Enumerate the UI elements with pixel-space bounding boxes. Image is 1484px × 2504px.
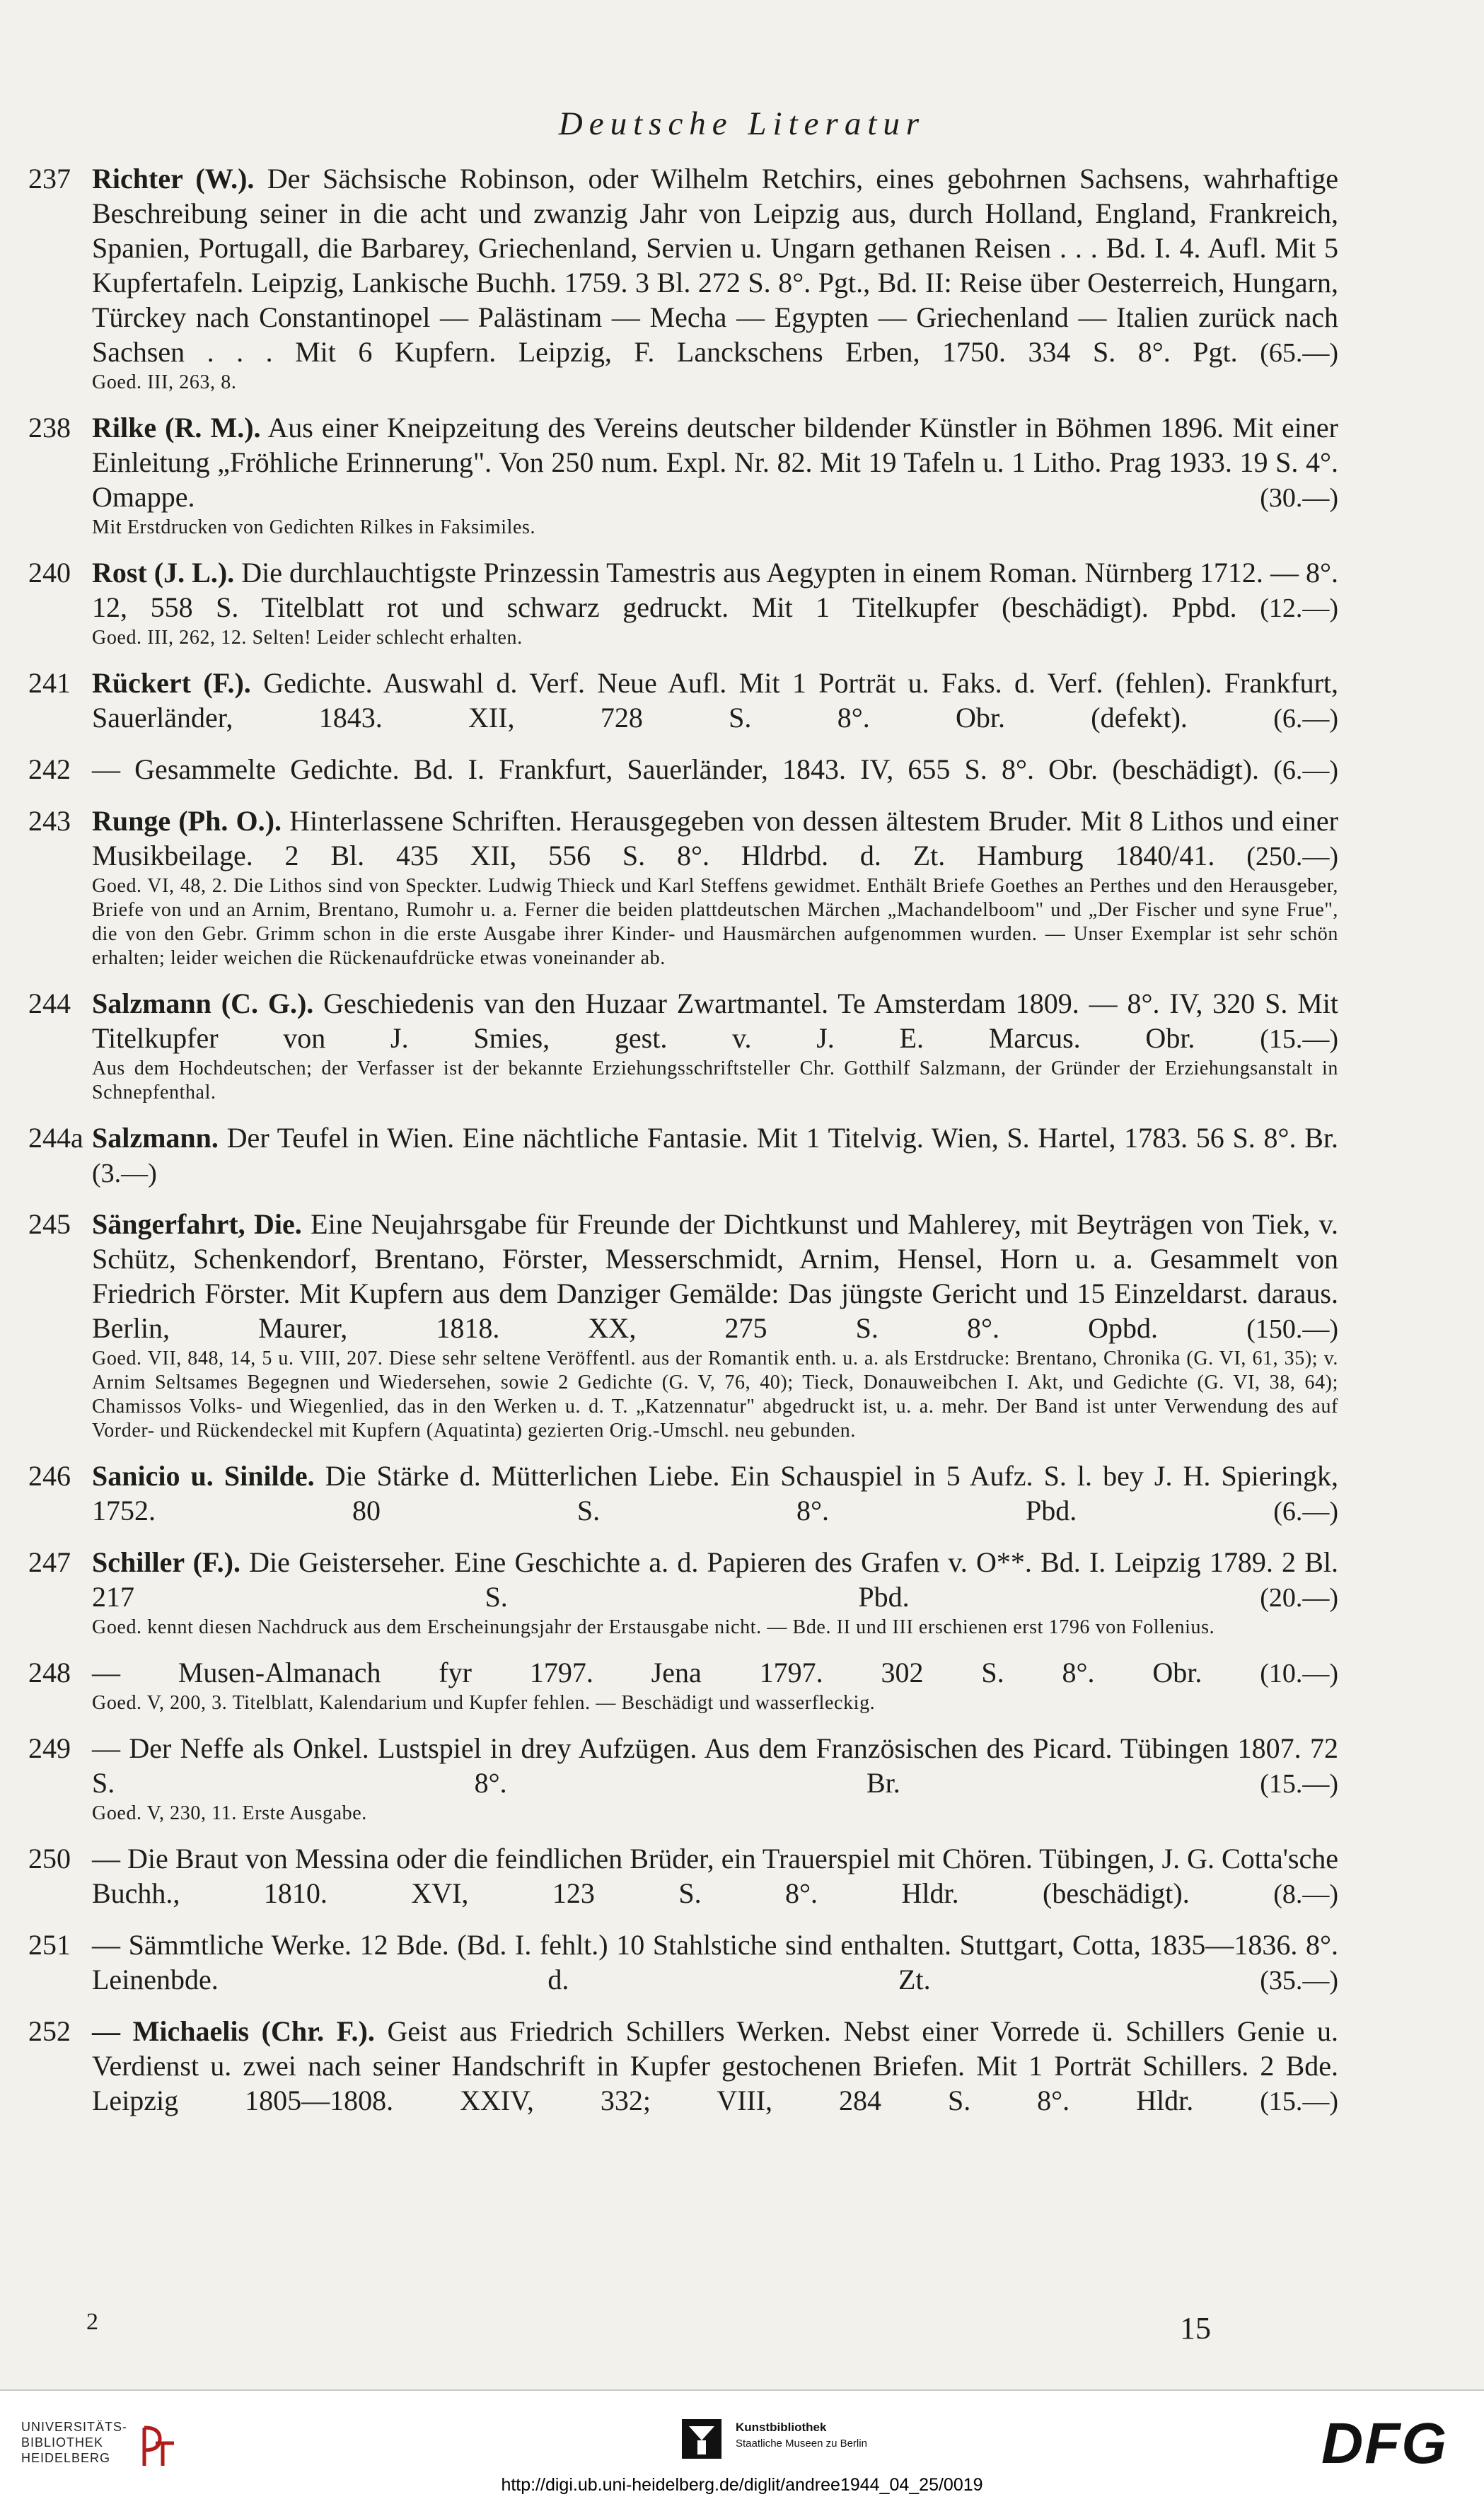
entry-author: — Michaelis (Chr. F.).: [92, 2015, 375, 2047]
catalog-entry: [0, 555, 1484, 650]
entry-description: [92, 986, 1338, 1057]
entry-price: (65.—): [1260, 338, 1338, 368]
entry-number: 243: [28, 805, 71, 837]
entry-text: Der Teufel in Wien. Eine nächtliche Fantasie. Mit 1 Titelvig. Wien, S. Hartel, 1783. 56 S. 8°. Br.: [226, 1122, 1339, 1154]
entry-text: Hinterlassene Schriften. Herausgegeben von dessen ältestem Bruder. Mit 8 Lithos und einer Musikbeilage. 2 Bl. 435 XII, 556 S. 8°. Hldrbd. d. Zt. Hamburg 1840/41.: [92, 805, 1338, 871]
entry-description: [92, 1731, 1338, 1802]
entry-text: Geist aus Friedrich Schillers Werken. Nebst einer Vorrede ü. Schillers Genie u. Verdienst u. zwei nach seiner Handschrift in Kupfer gestochenen Briefen. Mit 1 Porträt Schillers. 2 Bde. Leipzig 1805—1808. XXIV, 332; VIII, 284 S. 8°. Hldr.: [92, 2015, 1339, 2116]
entry-note: Goed. III, 262, 12. Selten! Leider schlecht erhalten.: [92, 627, 523, 649]
entry-number: 244: [28, 987, 71, 1019]
catalog-entry: [0, 752, 1484, 788]
heidelberg-emblem-icon: [134, 2422, 184, 2471]
entry-note: Goed. VI, 48, 2. Die Lithos sind von Speckter. Ludwig Thieck und Karl Steffens gewidmet. Enthält Briefe Goethes an Perthes und den Herausgeber, Briefe von und an Arnim, Brentano, Rumohr u. a. Ferner die beiden plattdeutschen Märchen „Machandelboom" und „Der Fischer und syne Frue", die von den Gebr. Grimm schon in die erste Ausgabe ihrer Kinder- und Hausmärchen aufgenommen wurden. — Unser Exemplar ist sehr schön erhalten; leider weichen die Rückenaufdrücke etwas voneinander ab.: [92, 875, 1338, 969]
entry-description: [92, 161, 1338, 371]
catalog-entry: [0, 1841, 1484, 1912]
entry-price: (15.—): [1260, 1769, 1338, 1799]
entry-price: (6.—): [1273, 755, 1338, 785]
entry-description: [92, 1207, 1338, 1347]
entry-note: Goed. III, 263, 8.: [92, 371, 237, 393]
entry-number: 248: [28, 1657, 71, 1688]
entry-number: 250: [28, 1843, 71, 1874]
entry-price: (250.—): [1246, 842, 1338, 871]
entry-author: Sängerfahrt, Die.: [92, 1208, 302, 1240]
dfg-logo[interactable]: DFG: [1321, 2411, 1449, 2476]
entry-number: 249: [28, 1732, 71, 1764]
entry-price: (15.—): [1260, 2087, 1339, 2116]
entry-spacer: [0, 395, 1484, 410]
library-name-line: BIBLIOTHEK: [21, 2435, 104, 2450]
entry-number: 247: [28, 1546, 71, 1578]
entry-price: (6.—): [1273, 1497, 1338, 1526]
entry-number: 251: [28, 1929, 71, 1961]
catalog-entry: [0, 1459, 1484, 1529]
entry-spacer: [0, 1443, 1484, 1459]
entry-price: (30.—): [1260, 483, 1338, 513]
entry-author: Sanicio u. Sinilde.: [92, 1460, 315, 1492]
entry-number: 240: [28, 557, 71, 589]
entry-description: [92, 1841, 1338, 1912]
entry-text: — Die Braut von Messina oder die feindlichen Brüder, ein Trauerspiel mit Chören. Tübingen, J. G. Cotta'sche Buchh., 1810. XVI, 123 S. 8°. Hldr. (beschädigt).: [92, 1843, 1338, 1909]
entry-number: 242: [28, 753, 71, 785]
entry-price: (10.—): [1260, 1659, 1339, 1688]
catalog-entry: [0, 1545, 1484, 1640]
entry-price: (3.—): [92, 1159, 157, 1188]
entry-text: Gedichte. Auswahl d. Verf. Neue Aufl. Mit 1 Porträt u. Faks. d. Verf. (fehlen). Frankfurt, Sauerländer, 1843. XII, 728 S. 8°. Obr. (defekt).: [92, 667, 1339, 734]
entry-price: (8.—): [1273, 1879, 1339, 1909]
kunstbibliothek-subtitle: Staatliche Museen zu Berlin: [736, 2438, 867, 2450]
catalog-entry: [0, 2014, 1484, 2119]
entry-description: [92, 1928, 1338, 1998]
entry-text: Die Stärke d. Mütterlichen Liebe. Ein Schauspiel in 5 Aufz. S. l. bey J. H. Spieringk, 1752. 80 S. 8°. Pbd.: [92, 1460, 1338, 1526]
entry-spacer: [0, 1640, 1484, 1655]
entry-price: (150.—): [1246, 1314, 1339, 1344]
entry-spacer: [0, 1191, 1484, 1207]
entry-description: [92, 555, 1338, 626]
entry-spacer: [0, 1912, 1484, 1928]
catalog-entry: [0, 986, 1484, 1105]
catalog-entries: [0, 161, 1484, 2119]
catalog-entry: [0, 666, 1484, 736]
entry-spacer: [0, 1998, 1484, 2014]
entry-description: [92, 1655, 1338, 1691]
entry-text: Die durchlauchtigste Prinzessin Tamestris aus Aegypten in einem Roman. Nürnberg 1712. — 8°. 12, 558 S. Titelblatt rot und schwarz gedruckt. Mit 1 Titelkupfer (beschädigt). Ppbd.: [92, 557, 1339, 623]
entry-description: [92, 752, 1338, 788]
entry-author: Salzmann (C. G.).: [92, 987, 314, 1019]
entry-spacer: [0, 1529, 1484, 1545]
entry-spacer: [0, 736, 1484, 752]
entry-author: Richter (W.).: [92, 163, 255, 195]
page-number: 15: [1180, 2311, 1211, 2346]
kunstbibliothek-name: Kunstbibliothek: [736, 2421, 827, 2434]
entry-spacer: [0, 1715, 1484, 1731]
entry-text: Geschiedenis van den Huzaar Zwartmantel. Te Amsterdam 1809. — 8°. IV, 320 S. Mit Titelkupfer von J. Smies, gest. v. J. E. Marcus. Obr.: [92, 987, 1339, 1054]
entry-price: (20.—): [1260, 1583, 1338, 1613]
entry-note: Mit Erstdrucken von Gedichten Rilkes in Faksimiles.: [92, 516, 536, 538]
entry-note: Goed. kennt diesen Nachdruck aus dem Erscheinungsjahr der Erstausgabe nicht. — Bde. II und III erschienen erst 1796 von Follenius.: [92, 1616, 1215, 1638]
entry-author: Rilke (R. M.).: [92, 412, 261, 444]
catalog-entry: [0, 1928, 1484, 1998]
entry-number: 237: [28, 163, 71, 195]
entry-spacer: [0, 1826, 1484, 1841]
entry-text: — Musen-Almanach fyr 1797. Jena 1797. 302 S. 8°. Obr.: [92, 1657, 1202, 1688]
library-name-line: UNIVERSITÄTS-: [21, 2420, 128, 2434]
library-name-line: HEIDELBERG: [21, 2451, 111, 2465]
entry-description: [92, 410, 1338, 516]
entry-note: Goed. V, 230, 11. Erste Ausgabe.: [92, 1802, 367, 1824]
entry-number: 246: [28, 1460, 71, 1492]
entry-author: Runge (Ph. O.).: [92, 805, 282, 837]
entry-number: 238: [28, 412, 71, 444]
catalog-entry: [0, 1207, 1484, 1443]
entry-note: Goed. VII, 848, 14, 5 u. VIII, 207. Diese sehr seltene Veröffentl. aus der Romantik enth. u. a. als Erstdrucke: Brentano, Chronika (G. VI, 61, 35); v. Arnim Seltsames Begegnen und Wiedersehen, sowie 2 Gedichte (G. V, 76, 40); Tieck, Donauweibchen I. Akt, und Gedichte (G. VI, 38, 64); Chamissos Volks- und Wiegenlied, das in den Werken u. d. T. „Katzennatur" abgedruckt ist, u. a. mehr. Der Band ist unter Verwendung des auf Vorder- und Rückendeckel mit Kupfern (Aquatinta) gezierten Orig.-Umschl. neu gebunden.: [92, 1347, 1338, 1442]
entry-price: (6.—): [1273, 704, 1339, 734]
entry-author: Rost (J. L.).: [92, 557, 235, 589]
entry-author: Salzmann.: [92, 1122, 219, 1154]
catalog-entry: [0, 804, 1484, 970]
entry-author: Schiller (F.).: [92, 1546, 240, 1578]
entry-description: [92, 1459, 1338, 1529]
entry-price: (12.—): [1260, 593, 1338, 623]
entry-text: Der Sächsische Robinson, oder Wilhelm Retchirs, eines gebohrnen Sachsens, wahrhaftige Beschreibung seiner in die acht und zwanzig Jahr von Leipzig aus, durch Holland, England, Frankreich, Spanien, Portugall, die Barbarey, Griechenland, Servien u. Ungarn gethanen Reisen . . . Bd. I. 4. Aufl. Mit 5 Kupfertafeln. Leipzig, Lankische Buchh. 1759. 3 Bl. 272 S. 8°. Pgt., Bd. II: Reise über Oesterreich, Hungarn, Türckey nach Constantinopel — Palästinam — Mecha — Egypten — Griechenland — Italien zurück nach Sachsen . . . Mit 6 Kupfern. Leipzig, F. Lanckschens Erben, 1750. 334 S. 8°. Pgt.: [92, 163, 1339, 368]
entry-text: Aus einer Kneipzeitung des Vereins deutscher bildender Künstler in Böhmen 1896. Mit einer Einleitung „Fröhliche Erinnerung". Von 250 num. Expl. Nr. 82. Mit 19 Tafeln u. 1 Litho. Prag 1933. 19 S. 4°. Omappe.: [92, 412, 1338, 513]
catalog-entry: [0, 161, 1484, 395]
page-title: Deutsche Literatur: [558, 105, 926, 142]
heidelberg-library-logo[interactable]: [21, 2419, 198, 2476]
entry-text: — Sämmtliche Werke. 12 Bde. (Bd. I. fehlt.) 10 Stahlstiche sind enthalten. Stuttgart, Cotta, 1835—1836. 8°. Leinenbde. d. Zt.: [92, 1929, 1338, 1995]
entry-price: (35.—): [1260, 1966, 1338, 1995]
entry-description: [92, 1545, 1338, 1616]
entry-text: — Der Neffe als Onkel. Lustspiel in drey Aufzügen. Aus dem Französischen des Picard. Tübingen 1807. 72 S. 8°. Br.: [92, 1732, 1338, 1799]
source-url-link[interactable]: http://digi.ub.uni-heidelberg.de/diglit/andree1944_04_25/0019: [501, 2475, 983, 2495]
entry-spacer: [0, 650, 1484, 666]
entry-author: Rückert (F.).: [92, 667, 251, 699]
entry-number: 252: [28, 2015, 71, 2047]
entry-number: 241: [28, 667, 71, 699]
entry-spacer: [0, 1105, 1484, 1120]
entry-number: 244a: [28, 1122, 83, 1154]
entry-spacer: [0, 540, 1484, 555]
entry-description: [92, 666, 1338, 736]
entry-spacer: [0, 970, 1484, 986]
entry-note: Aus dem Hochdeutschen; der Verfasser ist der bekannte Erziehungsschriftsteller Chr. Gotthilf Salzmann, der Gründer der Erziehungsanstalt in Schnepfenthal.: [92, 1057, 1338, 1103]
entry-note: Goed. V, 200, 3. Titelblatt, Kalendarium und Kupfer fehlen. — Beschädigt und wasserfleckig.: [92, 1692, 876, 1714]
entry-number: 245: [28, 1208, 71, 1240]
kunstbibliothek-emblem-icon: [679, 2416, 724, 2462]
entry-spacer: [0, 788, 1484, 804]
catalog-entry: [0, 1655, 1484, 1715]
kunstbibliothek-logo[interactable]: [679, 2416, 934, 2466]
catalog-entry: [0, 1120, 1484, 1191]
entry-text: — Gesammelte Gedichte. Bd. I. Frankfurt, Sauerländer, 1843. IV, 655 S. 8°. Obr. (beschädigt).: [92, 753, 1260, 785]
entry-description: [92, 1120, 1338, 1191]
catalog-entry: [0, 410, 1484, 540]
entry-description: [92, 2014, 1338, 2119]
signature-mark: 2: [86, 2309, 98, 2335]
entry-text: Eine Neujahrsgabe für Freunde der Dichtkunst und Mahlerey, mit Beyträgen von Tiek, v. Schütz, Schenkendorf, Brentano, Förster, Messerschmidt, Arnim, Hensel, Horn u. a. Gesammelt von Friedrich Förster. Mit Kupfern aus dem Danziger Gemälde: Das jüngste Gericht und 15 Einzeldarst. daraus. Berlin, Maurer, 1818. XX, 275 S. 8°. Opbd.: [92, 1208, 1338, 1344]
entry-price: (15.—): [1260, 1024, 1339, 1054]
entry-description: [92, 804, 1338, 874]
catalog-entry: [0, 1731, 1484, 1826]
entry-text: Die Geisterseher. Eine Geschichte a. d. Papieren des Grafen v. O**. Bd. I. Leipzig 1789. 2 Bl. 217 S. Pbd.: [92, 1546, 1339, 1613]
